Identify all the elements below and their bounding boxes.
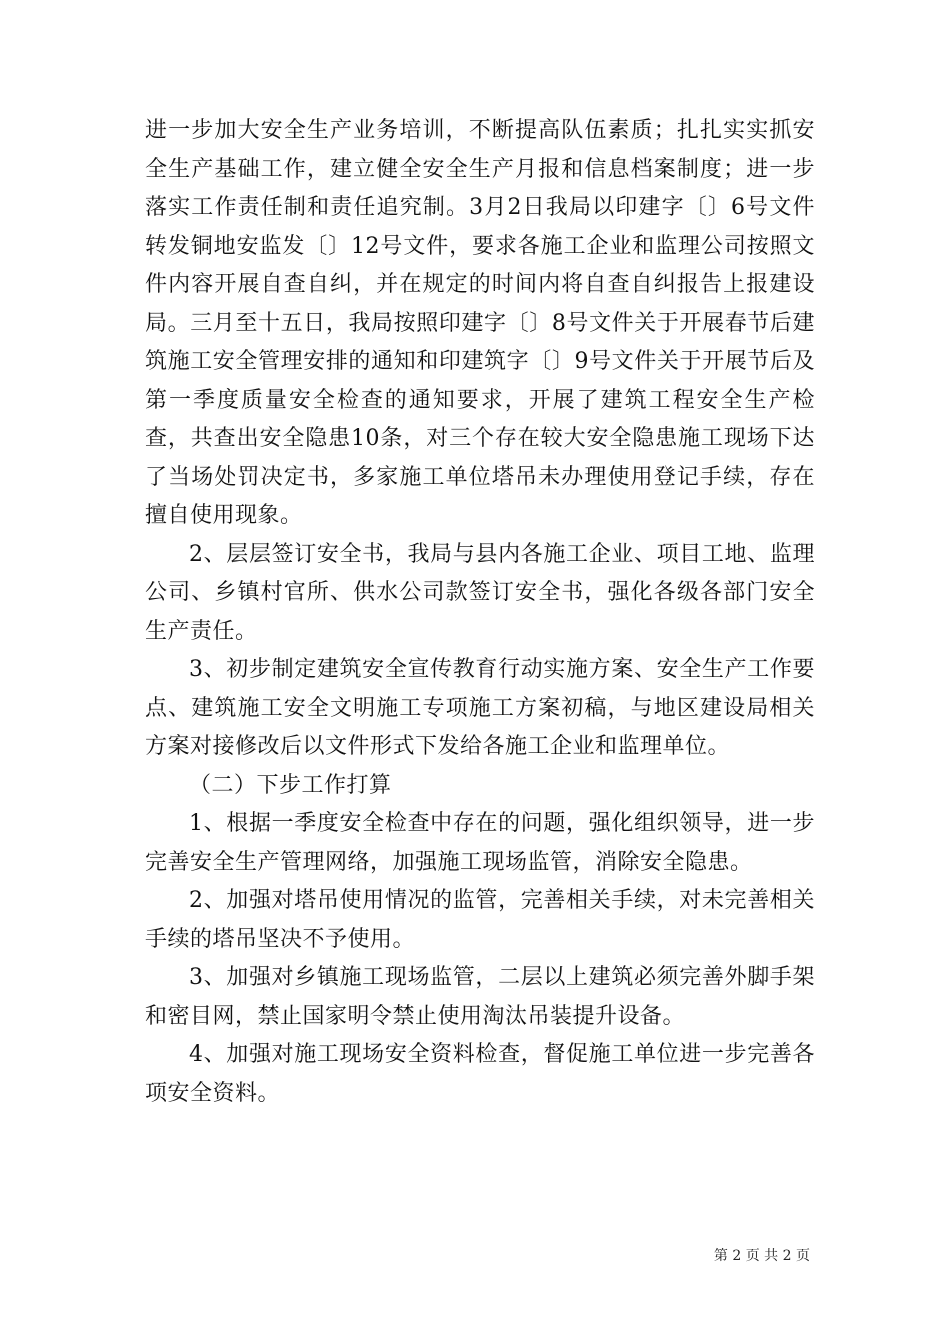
- plan-item-1: 1、根据一季度安全检查中存在的问题，强化组织领导，进一步完善安全生产管理网络，加强施工现场监管，消除安全隐患。: [145, 811, 815, 875]
- paragraph-item-2: 2、层层签订安全书，我局与县内各施工企业、项目工地、监理公司、乡镇村官所、供水公司款签订安全书，强化各级各部门安全生产责任。: [145, 541, 815, 644]
- plan-item-3: 3、加强对乡镇施工现场监管，二层以上建筑必须完善外脚手架和密目网，禁止国家明令禁止使用淘汰吊装提升设备。: [145, 965, 815, 1029]
- document-body: [145, 112, 815, 1113]
- plan-item-2: 2、加强对塔吊使用情况的监管，完善相关手续，对未完善相关手续的塔吊坚决不予使用。: [145, 888, 815, 952]
- plan-item-4: 4、加强对施工现场安全资料检查，督促施工单位进一步完善各项安全资料。: [145, 1042, 815, 1106]
- section-heading-next-steps: （二）下步工作打算: [189, 772, 392, 798]
- page-number-footer: 第 2 页 共 2 页: [713, 1248, 810, 1264]
- paragraph-item-3: 3、初步制定建筑安全宣传教育行动实施方案、安全生产工作要点、建筑施工安全文明施工专项施工方案初稿，与地区建设局相关方案对接修改后以文件形式下发给各施工企业和监理单位。: [145, 657, 815, 759]
- paragraph-continuation: 进一步加大安全生产业务培训，不断提高队伍素质；扎扎实实抓安全生产基础工作，建立健全安全生产月报和信息档案制度；进一步落实工作责任制和责任追究制。3月2日我局以印建字〔〕6号文件转发铜地安监发〔〕12号文件，要求各施工企业和监理公司按照文件内容开展自查自纠，并在规定的时间内将自查自纠报告上报建设局。三月至十五日，我局按照印建字〔〕8号文件关于开展春节后建筑施工安全管理安排的通知和印建筑字〔〕9号文件关于开展节后及第一季度质量安全检查的通知要求，开展了建筑工程安全生产检查，共查出安全隐患10条，对三个存在较大安全隐患施工现场下达了当场处罚决定书，多家施工单位塔吊未办理使用登记手续，存在擅自使用现象。: [145, 118, 815, 528]
